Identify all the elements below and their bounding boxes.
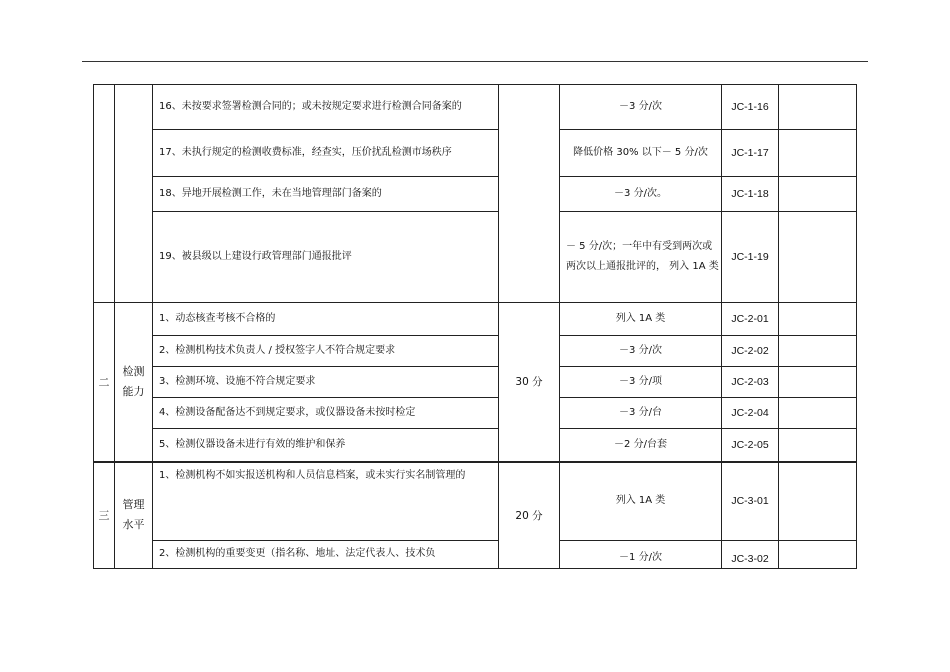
table-row (94, 429, 857, 462)
item-text: 1、检测机构不如实报送机构和人员信息档案，或未实行实名制管理的 (153, 462, 499, 541)
section-name-cell (115, 462, 153, 569)
section-name-text: 检测能力 (122, 364, 145, 398)
remark-cell (779, 177, 857, 212)
remark-cell (779, 367, 857, 398)
code-cell: JC-1-18 (722, 177, 779, 212)
table-row (94, 462, 857, 541)
deduction-cell: －3 分/次 (560, 85, 722, 130)
item-text: 3、检测环境、设施不符合规定要求 (153, 367, 499, 398)
code-cell: JC-2-02 (722, 336, 779, 367)
deduction-cell: －2 分/台套 (560, 429, 722, 462)
section-name-text: 管理水平 (122, 498, 145, 532)
remark-cell (779, 212, 857, 303)
item-text: 16、未按要求签署检测合同的；或未按规定要求进行检测合同备案的 (153, 85, 499, 130)
table-row (94, 130, 857, 177)
deduction-cell: －3 分/台 (560, 398, 722, 429)
deduction-cell: －3 分/次 (560, 336, 722, 367)
remark-cell (779, 541, 857, 569)
table-row (94, 541, 857, 569)
code-cell: JC-2-04 (722, 398, 779, 429)
item-text: 2、检测机构的重要变更（指名称、地址、法定代表人、技术负 (153, 541, 499, 569)
code-cell: JC-1-19 (722, 212, 779, 303)
header-rule (82, 61, 868, 62)
code-cell: JC-1-16 (722, 85, 779, 130)
item-text: 5、检测仪器设备未进行有效的维护和保养 (153, 429, 499, 462)
item-text: 4、检测设备配备达不到规定要求，或仪器设备未按时检定 (153, 398, 499, 429)
section-number-cell: 二 (94, 303, 115, 462)
code-cell: JC-2-01 (722, 303, 779, 336)
remark-cell (779, 303, 857, 336)
item-text: 17、未执行规定的检测收费标准，经查实，压价扰乱检测市场秩序 (153, 130, 499, 177)
remark-cell (779, 130, 857, 177)
remark-cell (779, 85, 857, 130)
remark-cell (779, 462, 857, 541)
deduction-cell: －3 分/次。 (560, 177, 722, 212)
section-score-cell: 20 分 (499, 462, 560, 569)
table-row (94, 303, 857, 336)
table-row (94, 336, 857, 367)
deduction-cell: 列入 1A 类 (560, 462, 722, 541)
deduction-cell: 列入 1A 类 (560, 303, 722, 336)
code-cell: JC-2-03 (722, 367, 779, 398)
table-row (94, 177, 857, 212)
item-text: 18、异地开展检测工作，未在当地管理部门备案的 (153, 177, 499, 212)
code-cell: JC-2-05 (722, 429, 779, 462)
section-score-cell (499, 85, 560, 303)
section-name-cell (115, 303, 153, 462)
item-text: 2、检测机构技术负责人 / 授权签字人不符合规定要求 (153, 336, 499, 367)
table-row (94, 398, 857, 429)
remark-cell (779, 336, 857, 367)
table-row (94, 367, 857, 398)
table-row (94, 85, 857, 130)
deduction-cell: 降低价格 30% 以下－ 5 分/次 (560, 130, 722, 177)
item-text: 1、动态核查考核不合格的 (153, 303, 499, 336)
section-number-cell: 三 (94, 462, 115, 569)
code-cell: JC-1-17 (722, 130, 779, 177)
table-row (94, 212, 857, 303)
deduction-cell: －1 分/次 (560, 541, 722, 569)
code-cell: JC-3-02 (722, 541, 779, 569)
deduction-cell: －3 分/项 (560, 367, 722, 398)
remark-cell (779, 398, 857, 429)
deduction-cell: － 5 分/次；一年中有受到两次或两次以上通报批评的， 列入 1A 类 (560, 212, 722, 303)
item-text: 19、被县级以上建设行政管理部门通报批评 (153, 212, 499, 303)
remark-cell (779, 429, 857, 462)
code-cell: JC-3-01 (722, 462, 779, 541)
section-name-cell (115, 85, 153, 303)
section-score-cell: 30 分 (499, 303, 560, 462)
section-number-cell (94, 85, 115, 303)
scoring-table (93, 84, 857, 569)
